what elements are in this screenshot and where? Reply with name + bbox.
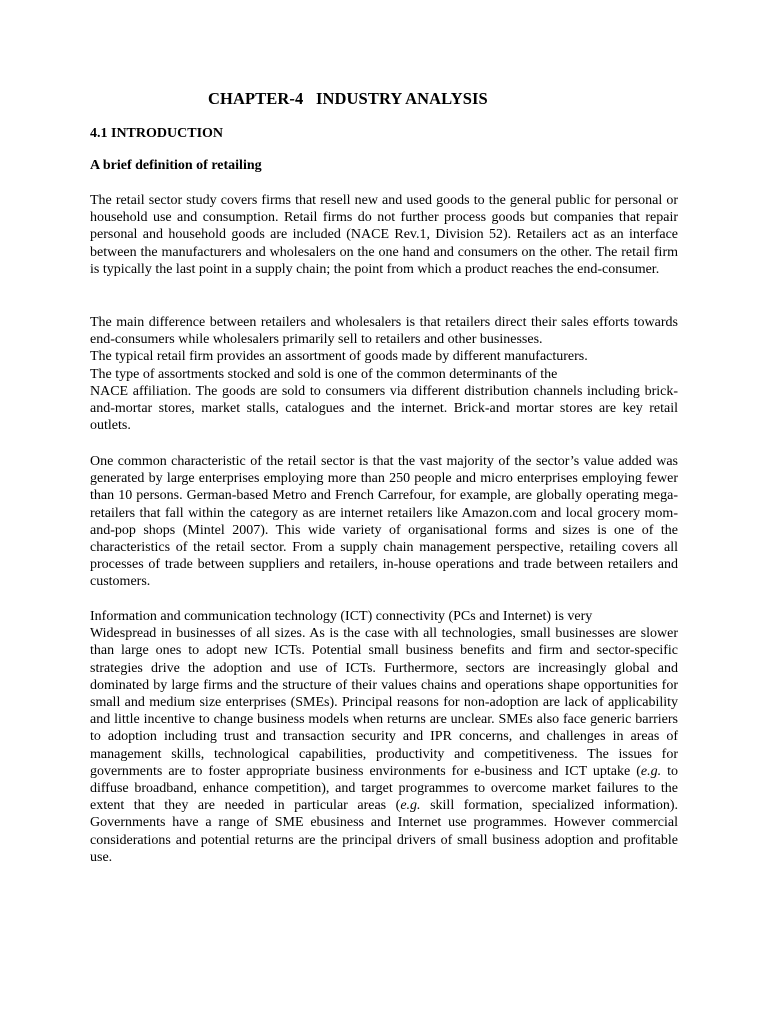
paragraph-1: The retail sector study covers firms that resell new and used goods to the general public for personal or household use and consumption. Retail firms do not further process goods but companies that repair personal and household goods are included (NACE Rev.1, Division 52). Retailers act as an interface between the manufacturers and wholesalers on the one hand and consumers on the other. The retail firm is typically the last point in a supply chain; the point from which a product reaches the end-consumer. <box>90 193 678 277</box>
paragraph-2-line: The type of assortments stocked and sold is one of the common determinants of the <box>90 366 558 382</box>
paragraph-4-eg: e.g. <box>400 798 421 814</box>
section-heading: 4.1 INTRODUCTION <box>90 126 224 141</box>
paragraph-4-text: skill formation, specialized information). Governments have a range of SME ebusiness and Internet use programmes. However commercial considerations and potential returns are the principal drivers of small business adoption and profitable use. <box>90 798 678 865</box>
paragraph-4-text: Widespread in businesses of all sizes. As is the case with all technologies, small businesses are slower than large ones to adopt new ICTs. Potential small business benefits and firm and sector-specific strategies drive the adoption and use of ICTs. Furthermore, sectors are increasingly global and dominated by large firms and the structure of their values chains and operations shape opportunities for small and medium size enterprises (SMEs). Principal reasons for non-adoption are lack of applicability and little incentive to change business models when returns are unclear. SMEs also face generic barriers to adoption including trust and transaction security and IPR concerns, and challenges in areas of management skills, technological capabilities, productivity and competitiveness. The issues for governments are to foster appropriate business environments for e-business and ICT uptake ( <box>90 626 678 779</box>
paragraph-4-text: to diffuse broadband, enhance competition), and target programmes to overcome market failures to the extent that they are needed in particular areas ( <box>90 763 678 814</box>
paragraph-4-body <box>90 625 678 866</box>
paragraph-4-line-1: Information and communication technology (ICT) connectivity (PCs and Internet) is very <box>90 609 593 624</box>
paragraph-4-eg: e.g. <box>640 763 662 779</box>
paragraph-2-line: The typical retail firm provides an assortment of goods made by different manufacturers. <box>90 349 588 365</box>
paragraph-2 <box>90 314 678 434</box>
subheading: A brief definition of retailing <box>90 158 262 173</box>
paragraph-4 <box>90 608 678 866</box>
paragraph-3: One common characteristic of the retail sector is that the vast majority of the sector’s value added was generated by large enterprises employing more than 250 people and micro enterprises employing fewer than 10 persons. German-based Metro and French Carrefour, for example, are globally operating mega-retailers that fall within the category as are internet retailers like Amazon.com and local grocery mom-and-pop shops (Mintel 2007). This wide variety of organisational forms and sizes is one of the characteristics of the retail sector. From a supply chain management perspective, retailing covers all processes of trade between suppliers and retailers, in-house operations and trade between retailers and customers. <box>90 454 678 590</box>
paragraph-2-line: The main difference between retailers and wholesalers is that retailers direct their sales efforts towards end-consumers while wholesalers primarily sell to retailers and other businesses. <box>90 315 678 348</box>
paragraph-2-line: NACE affiliation. The goods are sold to consumers via different distribution channels including brick-and-mortar stores, market stalls, catalogues and the internet. Brick-and mortar stores are key retail outlets. <box>90 383 678 434</box>
chapter-title: CHAPTER-4 INDUSTRY ANALYSIS <box>208 89 488 108</box>
